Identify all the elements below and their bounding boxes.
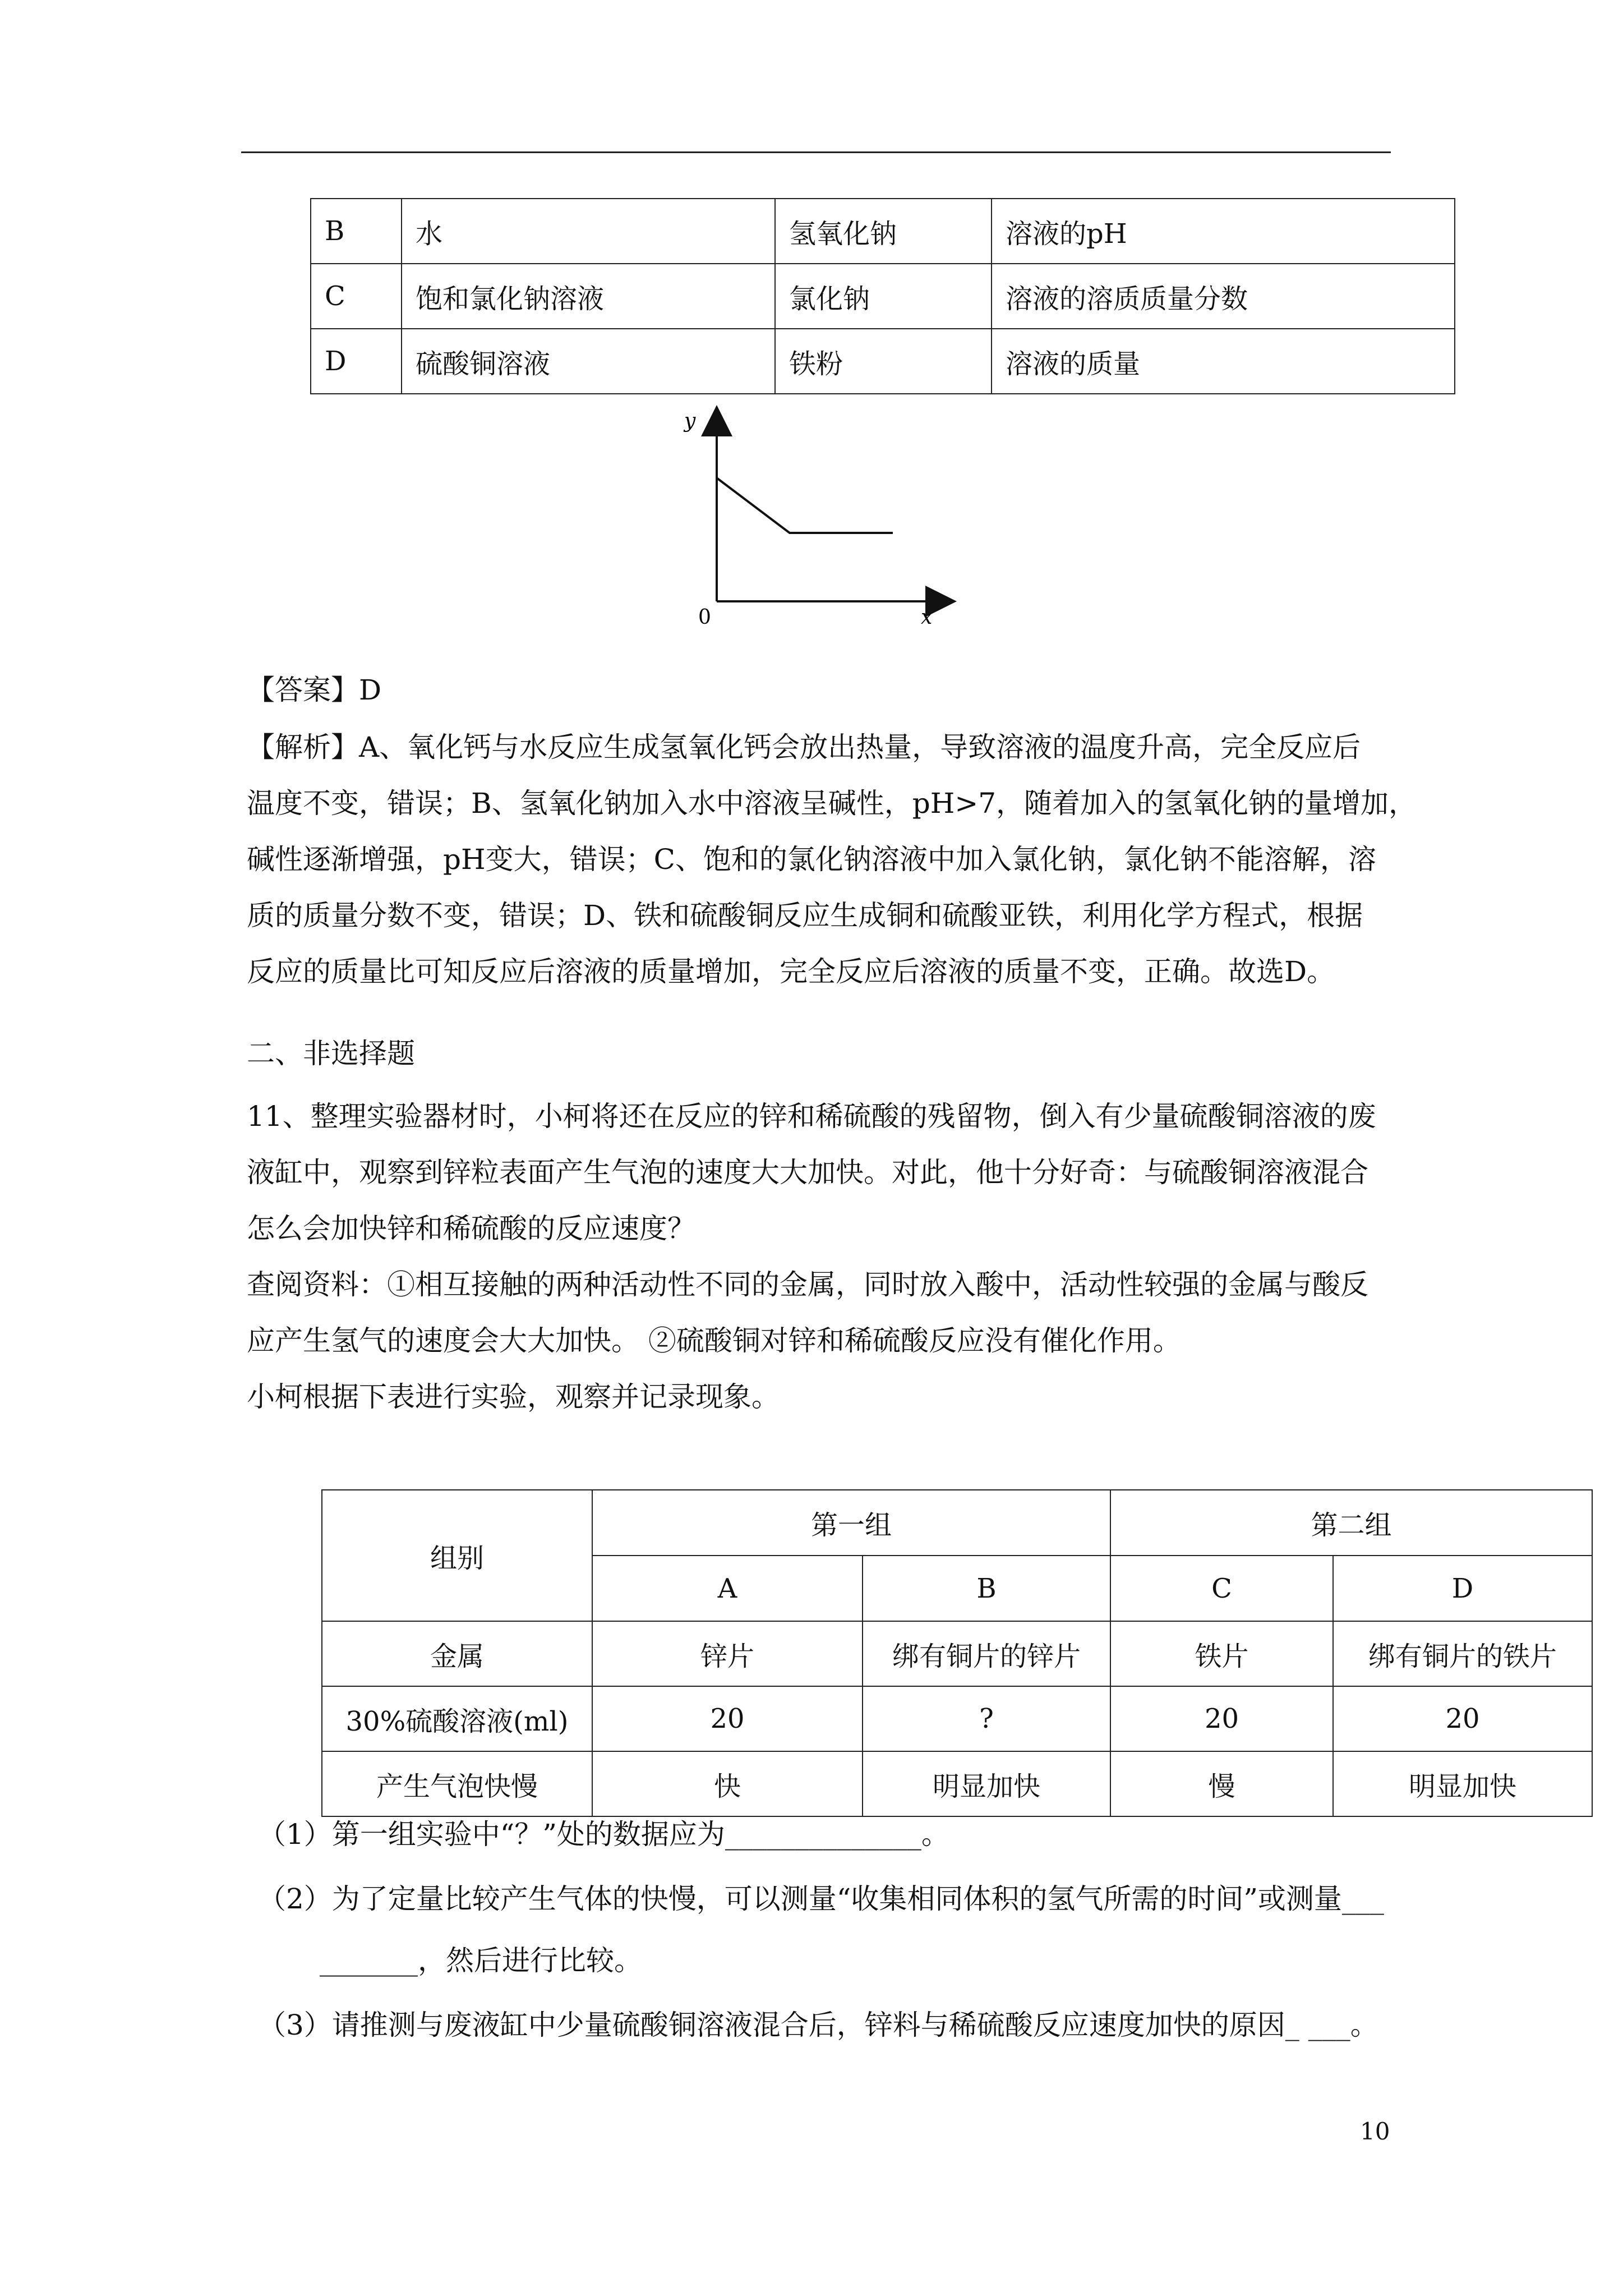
col-header: B [863,1556,1110,1621]
added-cell: 氢氧化钠 [775,199,992,264]
question-11 [247,1088,1391,1425]
option-label: B [311,199,402,264]
y-cell: 溶液的pH [992,199,1455,264]
solvent-cell: 硫酸铜溶液 [402,329,775,394]
added-cell: 氯化钠 [775,264,992,329]
table-cell: ? [863,1686,1110,1751]
option-label: D [311,329,402,394]
table-cell: 锌片 [592,1621,863,1686]
question-line: 查阅资料：①相互接触的两种活动性不同的金属，同时放入酸中，活动性较强的金属与酸反 [247,1268,1368,1301]
section-title: 二、非选择题 [247,1037,415,1070]
analysis-line: 碱性逐渐增强，pH变大，错误；C、饱和的氯化钠溶液中加入氯化钠，氯化钠不能溶解，溶 [247,843,1376,876]
col-header: C [1110,1556,1333,1621]
table-cell: 20 [592,1686,863,1751]
analysis-line: 质的质量分数不变，错误；D、铁和硫酸铜反应生成铜和硫酸亚铁，利用化学方程式，根据 [247,899,1363,932]
table-cell: 明显加快 [1333,1751,1592,1816]
table-row [322,1621,1592,1686]
origin-label: 0 [698,606,711,629]
table-cell: 绑有铜片的铁片 [1333,1621,1592,1686]
table-cell: 铁片 [1110,1621,1333,1686]
y-axis-label: y [684,409,696,432]
table-row [322,1751,1592,1816]
analysis-line: 反应的质量比可知反应后溶液的质量增加，完全反应后溶液的质量不变，正确。故选D。 [247,955,1335,988]
table-row [322,1686,1592,1751]
curve-line [717,478,893,533]
header-rule [241,151,1391,153]
table-cell: 快 [592,1751,863,1816]
question-line: 11、整理实验器材时，小柯将还在反应的锌和稀硫酸的残留物，倒入有少量硫酸铜溶液的废 [247,1100,1376,1133]
line-graph [673,404,987,639]
experiment-table [321,1489,1593,1817]
group-header: 组别 [322,1490,592,1621]
option-label: C [311,264,402,329]
group2-header: 第二组 [1110,1490,1592,1556]
subquestion-1: （1）第一组实验中“？”处的数据应为______________。 [258,1818,949,1851]
table-cell: 明显加快 [863,1751,1110,1816]
solvent-cell: 水 [402,199,775,264]
question-line: 小柯根据下表进行实验，观察并记录现象。 [247,1381,780,1413]
col-header: D [1333,1556,1592,1621]
question-line: 液缸中，观察到锌粒表面产生气泡的速度大大加快。对此，他十分好奇：与硫酸铜溶液混合 [247,1156,1368,1189]
analysis-line: 温度不变，错误；B、氢氧化钠加入水中溶液呈碱性，pH>7，随着加入的氢氧化钠的量增加， [247,787,1417,820]
analysis-line: 【解析】A、氧化钙与水反应生成氢氧化钙会放出热量，导致溶液的温度升高，完全反应后 [247,731,1361,763]
table-cell: 绑有铜片的锌片 [863,1621,1110,1686]
options-table [310,198,1455,394]
group1-header: 第一组 [592,1490,1110,1556]
subquestion-2-cont: _______，然后进行比较。 [320,1944,642,1977]
row-label: 30%硫酸溶液(ml) [322,1686,592,1751]
answer-text: 【答案】D [247,674,382,706]
table-row [311,264,1455,329]
subquestion-3: （3）请推测与废液缸中少量硫酸铜溶液混合后，锌料与稀硫酸反应速度加快的原因_ ___。 [258,2009,1378,2041]
added-cell: 铁粉 [775,329,992,394]
solvent-cell: 饱和氯化钠溶液 [402,264,775,329]
table-row [311,329,1455,394]
col-header: A [592,1556,863,1621]
table-cell: 20 [1110,1686,1333,1751]
page-number: 10 [1360,2118,1390,2145]
y-cell: 溶液的溶质质量分数 [992,264,1455,329]
y-cell: 溶液的质量 [992,329,1455,394]
x-axis-label: x [921,606,933,629]
row-label: 金属 [322,1621,592,1686]
question-line: 应产生氢气的速度会大大加快。 ②硫酸铜对锌和稀硫酸反应没有催化作用。 [247,1324,1181,1357]
row-label: 产生气泡快慢 [322,1751,592,1816]
analysis-block [247,719,1417,1000]
subquestion-2: （2）为了定量比较产生气体的快慢，可以测量“收集相同体积的氢气所需的时间”或测量___ [258,1883,1384,1915]
table-row [322,1490,1592,1556]
table-row [311,199,1455,264]
table-cell: 慢 [1110,1751,1333,1816]
question-line: 怎么会加快锌和稀硫酸的反应速度？ [247,1212,695,1245]
table-cell: 20 [1333,1686,1592,1751]
